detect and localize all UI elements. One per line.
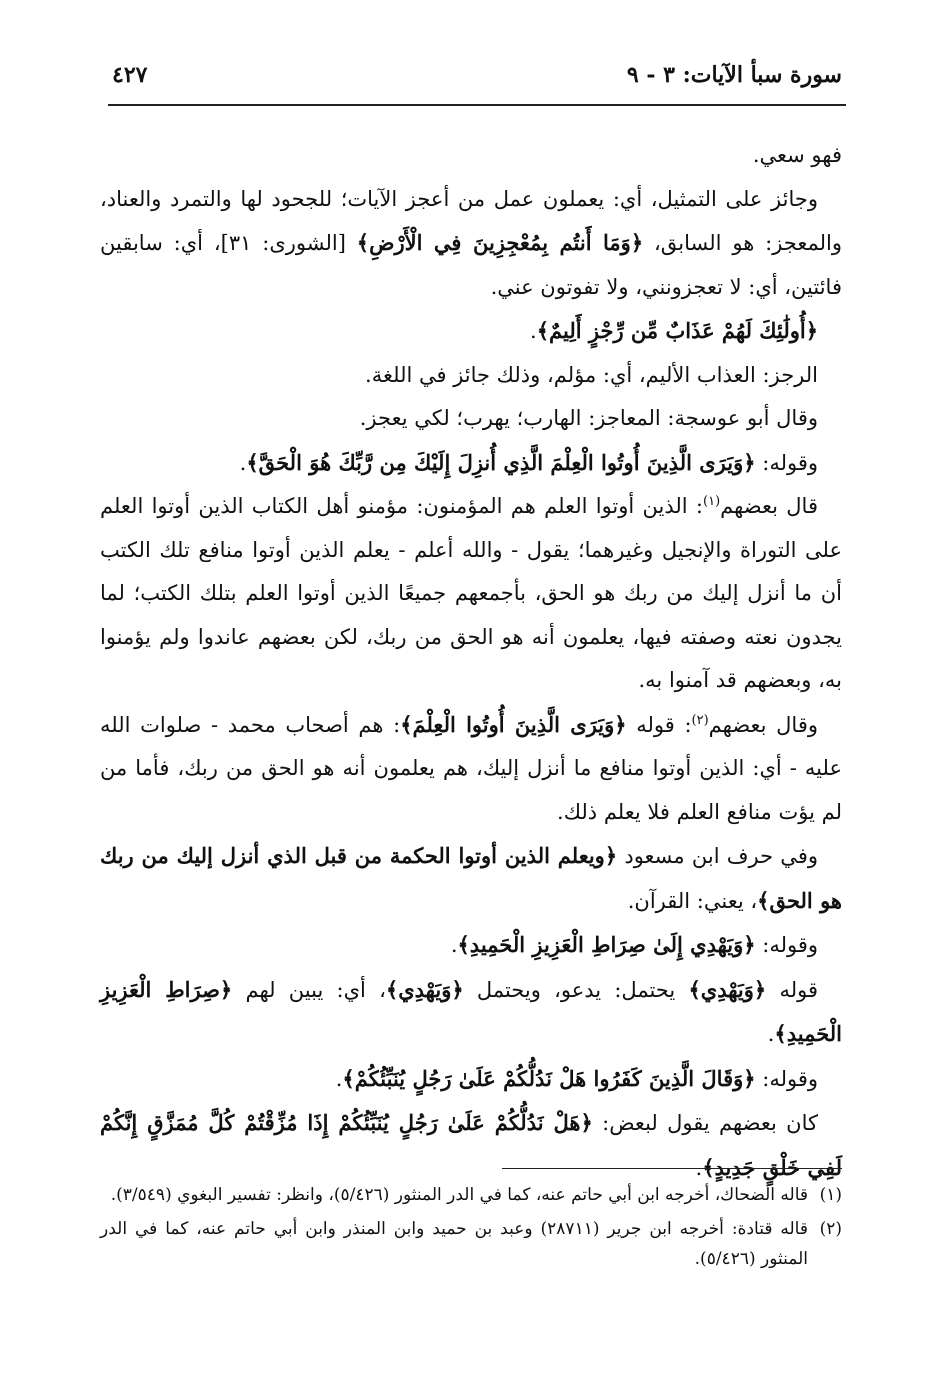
footnote-text: قاله الضحاك، أخرجه ابن أبي حاتم عنه، كما في الدر المنثور (٥/٤٢٦)، وانظر: تفسير البغوي (٣/٥٤٩). bbox=[110, 1185, 808, 1205]
paragraph bbox=[100, 1101, 842, 1190]
text-segment: ، يعني: القرآن. bbox=[627, 888, 758, 913]
text-segment: يحتمل: يدعو، ويحتمل bbox=[463, 977, 689, 1002]
footnote-number: (١) bbox=[819, 1185, 842, 1205]
text-segment: كان بعضهم يقول لبعض: bbox=[592, 1111, 818, 1135]
text-segment: وجائز على التمثيل، أي: يعملون عمل من أعجز الآيات؛ للجحود لها والتمرد والعناد، والمعجز: هو السابق، bbox=[100, 186, 843, 255]
quran-verse: ﴿ويعلم الذين أوتوا الحكمة من قبل الذي أنزل إليك من ربك هو الحق﴾ bbox=[100, 843, 842, 913]
footnote-reference: (٢) bbox=[691, 712, 709, 728]
footnote bbox=[100, 1180, 842, 1210]
quran-verse: ﴿وَيَرَى الَّذِينَ أُوتُوا الْعِلْمَ الَّذِي أُنزِلَ إِلَيْكَ مِن رَّبِّكَ هُوَ الْحَقَّ﴾ bbox=[246, 449, 756, 475]
text-segment: . bbox=[767, 1022, 775, 1046]
footnote-text: قاله قتادة: أخرجه ابن جرير (٢٨٧١١) وعبد بن حميد وابن المنذر وابن أبي حاتم عنه، كما في الدر المنثور (٥/٤٢٦). bbox=[100, 1219, 808, 1269]
paragraph bbox=[100, 834, 842, 923]
text-segment: فهو سعي. bbox=[752, 143, 842, 167]
text-segment: . bbox=[530, 319, 537, 343]
paragraph bbox=[100, 968, 842, 1057]
paragraph bbox=[100, 178, 842, 310]
paragraph bbox=[100, 485, 842, 703]
paragraph bbox=[100, 309, 842, 354]
text-segment: : الذين أوتوا العلم هم المؤمنون: مؤمنو أهل الكتاب الذين أوتوا العلم على التوراة والإنجيل وغيرهما؛ يقول - والله أعلم - يعلم الذين أوتوا منافع تلك الكتب أن ما أنزل إليك من ربك هو الحق، بأجمعهم جميعًا الذين أوتوا العلم بتلك الكتب؛ لما يجدون نعته وصفته فيها، يعلمون أنه هو الحق من ربك، لكن بعضهم عاندوا ولم يؤمنوا به، وبعضهم قد آمنوا به. bbox=[100, 494, 842, 692]
quran-verse: ﴿وَيَهْدِي﴾ bbox=[385, 976, 464, 1002]
text-segment: ، أي: يبين لهم bbox=[232, 977, 386, 1002]
quran-verse: ﴿هَلْ نَدُلُّكُمْ عَلَىٰ رَجُلٍ يُنَبِّئُكُمْ إِذَا مُزِّقْتُمْ كُلَّ مُمَزَّقٍ إِنَّكُمْ لَفِي خَلْقٍ جَدِيدٍ﴾ bbox=[100, 1110, 842, 1180]
text-segment: وقوله: bbox=[755, 933, 818, 957]
text-segment: وقوله: bbox=[755, 450, 818, 475]
footnote-reference: (١) bbox=[703, 494, 721, 509]
text-segment: وفي حرف ابن مسعود bbox=[617, 844, 818, 868]
footnote-divider bbox=[502, 1168, 842, 1169]
text-segment: [الشورى: ٣١]، أي: سابقين فائتين، أي: لا تعجزونني، ولا تفوتون عني. bbox=[100, 231, 842, 299]
footnote bbox=[100, 1214, 842, 1274]
text-segment: وقال بعضهم bbox=[708, 712, 819, 737]
footnote-number: (٢) bbox=[819, 1219, 842, 1239]
header-divider bbox=[108, 104, 846, 106]
text-segment: وقوله: bbox=[755, 1066, 818, 1091]
quran-verse: ﴿صِرَاطِ الْعَزِيزِ الْحَمِيدِ﴾ bbox=[100, 976, 842, 1046]
text-segment: قوله bbox=[766, 977, 818, 1002]
text-segment: : قوله bbox=[626, 712, 692, 737]
quran-verse: ﴿وَيَهْدِي إِلَىٰ صِرَاطِ الْعَزِيزِ الْحَمِيدِ﴾ bbox=[457, 932, 756, 957]
text-segment: . bbox=[335, 1066, 343, 1091]
paragraph bbox=[100, 397, 842, 441]
text-segment: الرجز: العذاب الأليم، أي: مؤلم، وذلك جائز في اللغة. bbox=[365, 362, 818, 387]
paragraph bbox=[100, 703, 842, 835]
quran-verse: ﴿وَيَهْدِي﴾ bbox=[688, 976, 767, 1002]
text-segment: قال بعضهم bbox=[720, 494, 818, 518]
paragraph bbox=[100, 441, 842, 486]
paragraph bbox=[100, 1057, 842, 1102]
quran-verse: ﴿وَيَرَى الَّذِينَ أُوتُوا الْعِلْمَ﴾ bbox=[400, 711, 627, 737]
footnotes bbox=[100, 1180, 842, 1278]
page-header bbox=[112, 62, 842, 98]
paragraph bbox=[100, 354, 842, 398]
text-segment: . bbox=[450, 933, 458, 957]
text-segment: . bbox=[695, 1155, 703, 1180]
quran-verse: ﴿وَمَا أَنتُم بِمُعْجِزِينَ فِي الْأَرْضِ﴾ bbox=[356, 230, 644, 255]
text-segment: . bbox=[239, 450, 247, 475]
running-title: سورة سبأ الآيات: ٣ - ٩ bbox=[626, 62, 842, 88]
paragraph bbox=[100, 134, 842, 178]
quran-verse: ﴿أُولَٰئِكَ لَهُمْ عَذَابٌ مِّن رِّجْزٍ أَلِيمٌ﴾ bbox=[536, 318, 818, 343]
text-segment: : هم أصحاب محمد - صلوات الله عليه - أي: الذين أوتوا منافع ما أنزل إليك، هم يعلمون أنه هو الحق من ربك، فأما من لم يؤت منافع العلم فلا يعلم ذلك. bbox=[100, 712, 842, 824]
main-text bbox=[100, 134, 842, 1190]
paragraph bbox=[100, 923, 842, 968]
page-number: ٤٢٧ bbox=[112, 62, 148, 88]
quran-verse: ﴿وَقَالَ الَّذِينَ كَفَرُوا هَلْ نَدُلُّكُمْ عَلَىٰ رَجُلٍ يُنَبِّئُكُمْ﴾ bbox=[342, 1065, 756, 1091]
text-segment: وقال أبو عوسجة: المعاجز: الهارب؛ يهرب؛ لكي يعجز. bbox=[359, 406, 818, 430]
